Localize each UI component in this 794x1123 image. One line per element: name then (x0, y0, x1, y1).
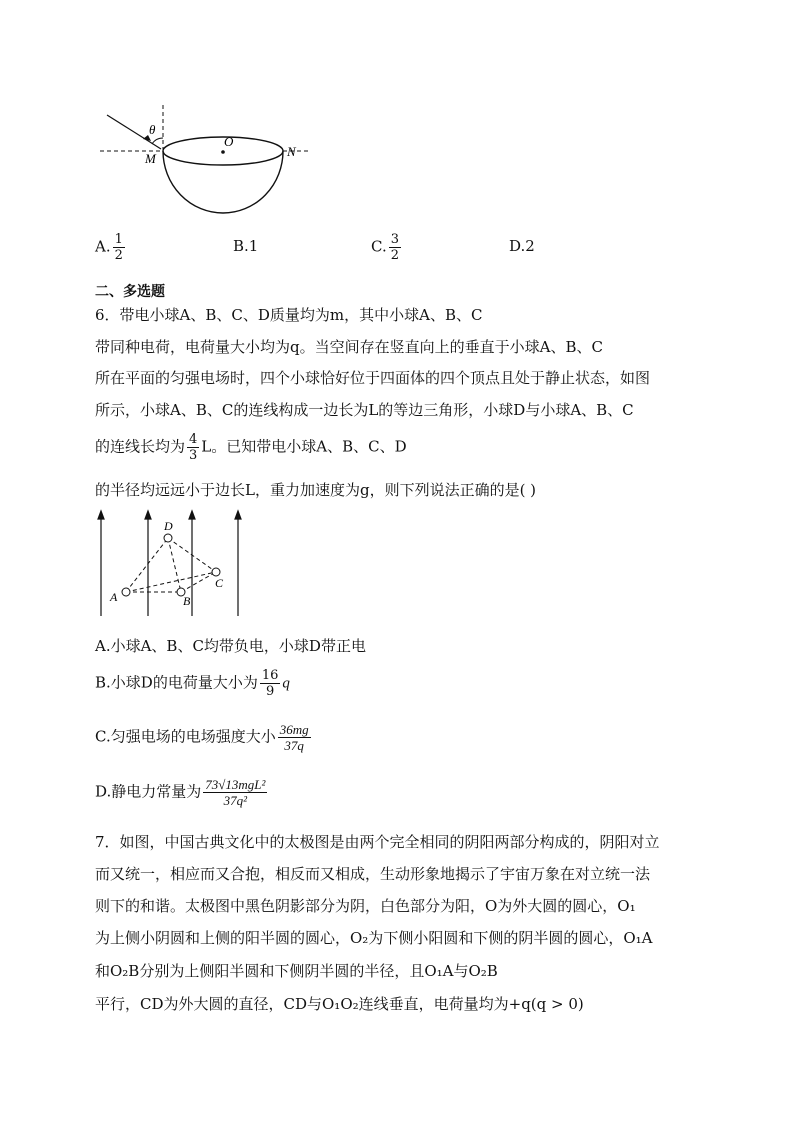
option-b-den: 9 (265, 684, 275, 699)
option-d-den: 37q² (223, 793, 248, 808)
tetrahedron-figure (92, 508, 252, 620)
label-A: A (110, 590, 118, 604)
q6-line-6: 的半径均远远小于边长L，重力加速度为g，则下列说法正确的是( ) (95, 481, 537, 499)
q5-option-b: B.1 (233, 237, 259, 255)
option-a-fraction (113, 232, 125, 263)
q6-option-b (95, 668, 290, 699)
option-b-tail: q (282, 675, 290, 692)
option-c-prefix: C. (371, 237, 387, 256)
option-c-text: C.匀强电场的电场强度大小 (95, 727, 276, 746)
q6-fraction-4-3 (187, 432, 199, 463)
option-d-num: 73√13mgL² (205, 777, 266, 792)
q7-line-5: 和O₂B分别为上侧阳半圆和下侧阴半圆的半径，且O₁A与O₂B (95, 962, 498, 980)
hemisphere-figure (95, 100, 320, 225)
q6-option-d (95, 777, 269, 808)
option-a-den: 2 (114, 248, 123, 263)
q5-option-a (95, 232, 127, 263)
option-c-num: 36mg (279, 722, 309, 737)
q6-line-2: 带同种电荷，电荷量大小均为q。当空间存在竖直向上的垂直于小球A、B、C (95, 338, 603, 356)
option-c-den: 37q (284, 738, 304, 753)
q6-line-3: 所在平面的匀强电场时，四个小球恰好位于四面体的四个顶点且处于静止状态，如图 (95, 369, 651, 387)
option-d-fraction (203, 777, 267, 808)
option-d-text: D.静电力常量为 (95, 782, 202, 801)
q6-option-c (95, 722, 313, 753)
option-c-num: 3 (390, 232, 399, 247)
q6-line-5-end: L。已知带电小球A、B、C、D (201, 437, 407, 456)
q6-option-a: A.小球A、B、C均带负电，小球D带正电 (95, 637, 366, 655)
option-c-den: 2 (390, 248, 399, 263)
q7-line-3: 则下的和谐。太极图中黑色阴影部分为阴，白色部分为阳，O为外大圆的圆心，O₁ (95, 897, 636, 915)
q6-line-5 (95, 432, 407, 463)
option-c-fraction (278, 722, 311, 753)
option-b-num: 16 (261, 668, 279, 683)
label-B: B (183, 594, 191, 608)
option-a-num: 1 (114, 232, 123, 247)
q7-line-6: 平行，CD为外大圆的直径，CD与O₁O₂连线垂直，电荷量均为+q(q > 0) (95, 995, 584, 1013)
q5-option-d: D.2 (509, 237, 535, 255)
q7-line-1: 7．如图，中国古典文化中的太极图是由两个完全相同的阴阳两部分构成的，阴阳对立 (95, 833, 660, 851)
q6-line-5-start: 的连线长均为 (95, 437, 186, 456)
section-title: 二、多选题 (95, 284, 165, 300)
label-C: C (215, 576, 224, 590)
label-O: O (224, 134, 234, 149)
q6-line-1: 6．带电小球A、B、C、D质量均为m，其中小球A、B、C (95, 306, 483, 324)
option-b-fraction (260, 668, 281, 699)
q6-fraction-num: 4 (189, 432, 198, 447)
label-M: M (145, 151, 156, 166)
q6-fraction-den: 3 (189, 448, 198, 463)
q6-line-4: 所示，小球A、B、C的连线构成一边长为L的等边三角形，小球D与小球A、B、C (95, 401, 634, 419)
option-b-text: B.小球D的电荷量大小为 (95, 673, 258, 692)
option-a-prefix: A. (95, 237, 111, 256)
label-D: D (164, 519, 173, 533)
label-theta: θ (149, 122, 156, 137)
q7-line-4: 为上侧小阴圆和上侧的阳半圆的圆心，O₂为下侧小阳圆和下侧的阴半圆的圆心，O₁A (95, 929, 653, 947)
q7-line-2: 而又统一，相应而又合抱，相反而又相成，生动形象地揭示了宇宙万象在对立统一法 (95, 865, 651, 883)
label-N: N (287, 144, 296, 159)
q5-option-c (371, 232, 403, 263)
option-c-fraction (389, 232, 401, 263)
